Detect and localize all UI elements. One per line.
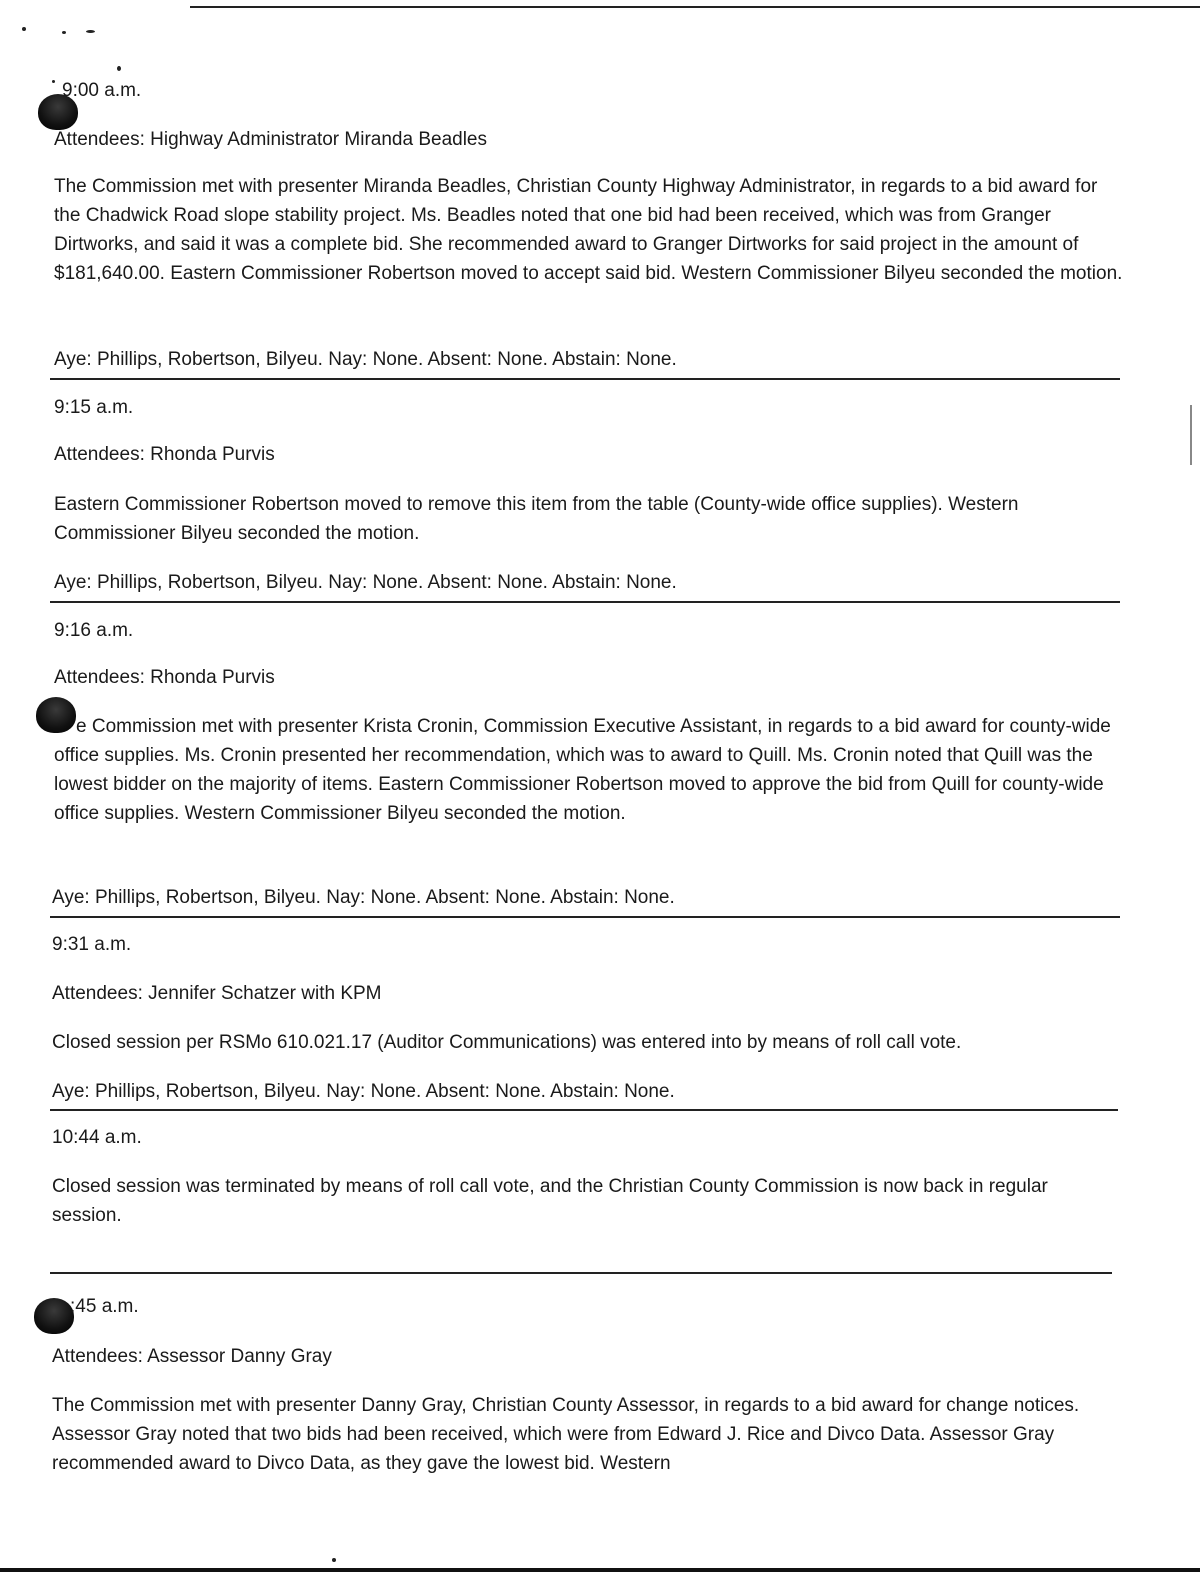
vote-record: Aye: Phillips, Robertson, Bilyeu. Nay: None. Absent: None. Abstain: None. <box>54 349 677 370</box>
entry-body: Eastern Commissioner Robertson moved to remove this item from the table (County-wide office supplies). Western Commissioner Bilyeu seconded the motion. <box>54 494 1019 544</box>
section-divider <box>50 1109 1118 1111</box>
entry-body: Closed session was terminated by means of roll call vote, and the Christian County Commission is now back in regular session. <box>52 1176 1048 1226</box>
entry-attendees: Attendees: Jennifer Schatzer with KPM <box>52 983 382 1004</box>
entry-time: :45 a.m. <box>70 1296 139 1317</box>
entry-time: 9:16 a.m. <box>54 620 134 641</box>
entry-time: 9:31 a.m. <box>52 934 132 955</box>
entry-body: The Commission met with presenter Danny Gray, Christian County Assessor, in regards to a bid award for change notices. Assessor Gray noted that two bids had been received, which were from Edward J. Rice and Divco Data. Assessor Gray recommended award to Divco Data, as they gave the lowest bid. Western <box>52 1395 1080 1474</box>
vote-record: Aye: Phillips, Robertson, Bilyeu. Nay: None. Absent: None. Abstain: None. <box>52 887 675 908</box>
vote-record: Aye: Phillips, Robertson, Bilyeu. Nay: None. Absent: None. Abstain: None. <box>54 572 677 593</box>
entry-attendees: Attendees: Rhonda Purvis <box>54 444 275 465</box>
entry-body: Closed session per RSMo 610.021.17 (Auditor Communications) was entered into by means of roll call vote. <box>52 1032 962 1053</box>
section-divider <box>50 601 1120 603</box>
section-divider <box>50 378 1120 380</box>
entry-attendees: Attendees: Highway Administrator Miranda Beadles <box>54 129 488 150</box>
entry-time: 9:00 a.m. <box>62 80 142 101</box>
entry-body: e Commission met with presenter Krista Cronin, Commission Executive Assistant, in regards to a bid award for county-wide office supplies. Ms. Cronin presented her recommendation, which was to award to Quill. Ms. Cronin noted that Quill was the lowest bidder on the majority of items. Eastern Commissioner Robertson moved to approve the bid from Quill for county-wide office supplies. Western Commissioner Bilyeu seconded the motion. <box>54 716 1111 824</box>
section-divider <box>50 916 1120 918</box>
entry-time: 9:15 a.m. <box>54 397 134 418</box>
vote-record: Aye: Phillips, Robertson, Bilyeu. Nay: None. Absent: None. Abstain: None. <box>52 1081 675 1102</box>
entry-attendees: Attendees: Rhonda Purvis <box>54 667 275 688</box>
section-divider <box>50 1272 1112 1274</box>
entry-attendees: Attendees: Assessor Danny Gray <box>52 1346 332 1367</box>
entry-time: 10:44 a.m. <box>52 1127 142 1148</box>
entry-body: The Commission met with presenter Miranda Beadles, Christian County Highway Administrator, in regards to a bid award for the Chadwick Road slope stability project. Ms. Beadles noted that one bid had been received, which was from Granger Dirtworks, and said it was a complete bid. She recommended award to Granger Dirtworks for said project in the amount of $181,640.00. Eastern Commissioner Robertson moved to accept said bid. Western Commissioner Bilyeu seconded the motion. <box>54 176 1123 284</box>
